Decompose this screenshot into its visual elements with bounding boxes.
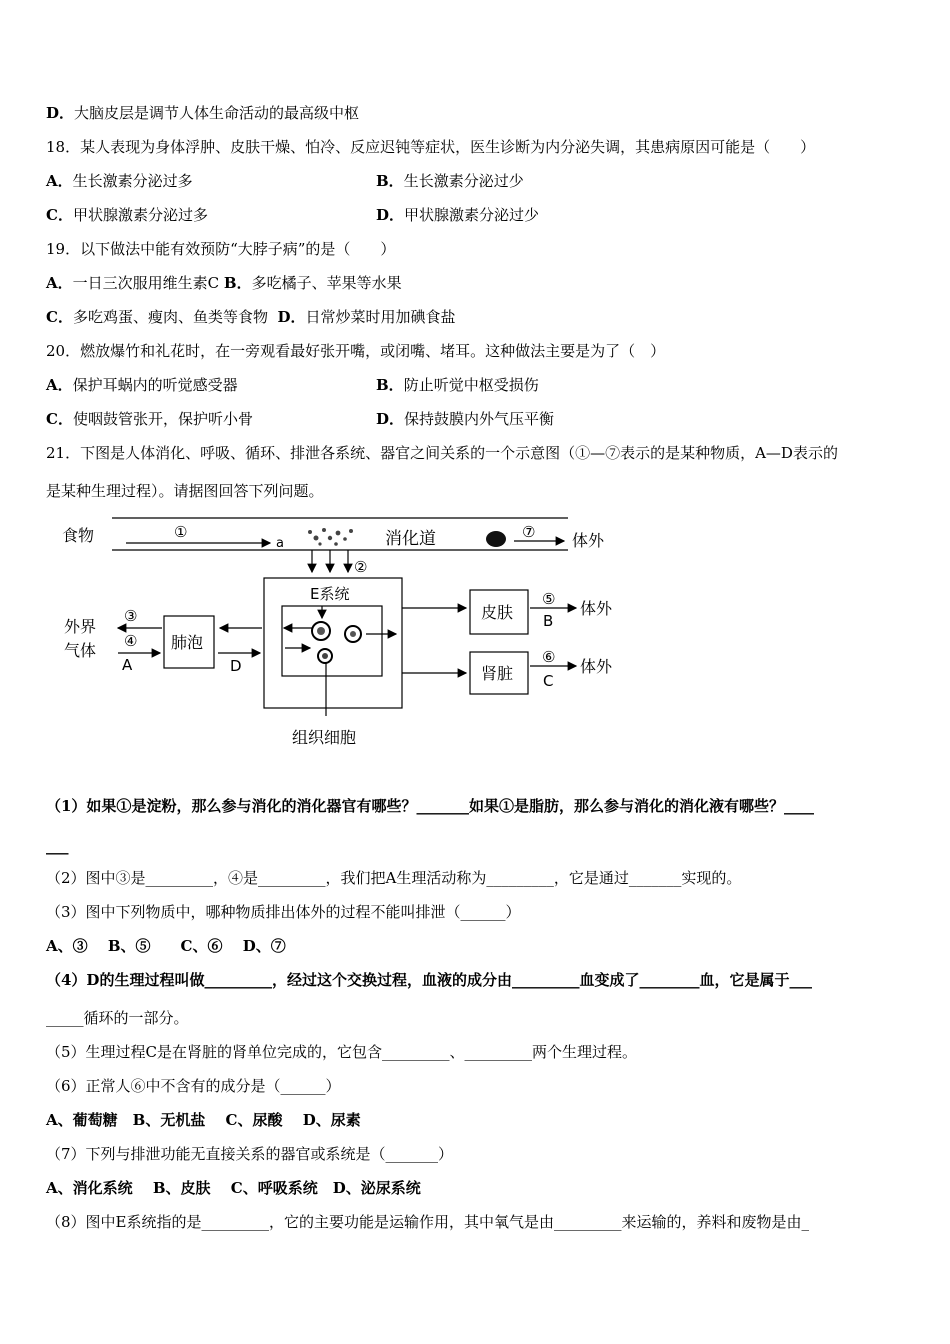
label-e-system: E系统 [310,585,350,603]
q20-option-b: B．防止听觉中枢受损伤 [376,376,539,394]
label-n3: ③ [124,607,138,625]
label-n5: ⑤ [542,590,556,608]
label-outside-2: 气体 [64,641,97,660]
question-19: 19．以下做法中能有效预防“大脖子病”的是（ ） [46,240,396,258]
sub-question-8: （8）图中E系统指的是_________，它的主要功能是运输作用，其中氧气是由_________来运输的，养料和废物是由_ [46,1213,809,1231]
label-out-tract: 体外 [572,531,605,550]
q19-options-cd: C．多吃鸡蛋、瘦肉、鱼类等食物 D．日常炒菜时用加碘食盐 [46,308,456,326]
label-B: B [543,612,554,630]
label-tract: 消化道 [385,529,436,549]
q19-options-ab: A．一日三次服用维生素C B．多吃橘子、苹果等水果 [46,274,402,292]
question-21-line-1: 21．下图是人体消化、呼吸、循环、排泄各系统、器官之间关系的一个示意图（①—⑦表示的是某种物质，A—D表示的 [46,444,838,462]
sub-question-4-line-1: （4）D的生理过程叫做_________，经过这个交换过程，血液的成分由_________血变成了________血，它是属于___ [46,971,812,989]
sub-question-7: （7）下列与排泄功能无直接关系的器官或系统是（_______） [46,1145,454,1163]
label-outside-1: 外界 [64,617,97,636]
q20-option-a: A．保护耳蜗内的听觉感受器 [46,376,238,394]
sub-question-1-line-1: （1）如果①是淀粉，那么参与消化的消化器官有哪些？_______如果①是脂肪，那么参与消化的消化液有哪些？____ [46,797,814,815]
q20-option-d: D．保持鼓膜内外气压平衡 [376,410,555,428]
sub-question-2: （2）图中③是_________，④是_________，我们把A生理活动称为_________，它是通过_______实现的。 [46,869,742,887]
sub-question-6: （6）正常人⑥中不含有的成分是（______） [46,1077,341,1095]
label-out-kidney: 体外 [580,657,613,676]
label-C: C [543,672,554,690]
label-n6: ⑥ [542,648,556,666]
label-n7: ⑦ [522,523,536,541]
label-tissue: 组织细胞 [292,728,357,747]
label-a-lower: a [276,536,284,551]
label-D: D [230,657,242,675]
body-systems-diagram [40,508,640,758]
label-food: 食物 [62,526,95,545]
question-21-line-2: 是某种生理过程）。请据图回答下列问题。 [46,482,324,500]
sub-question-6-options: A、葡萄糖 B、无机盐 C、尿酸 D、尿素 [46,1111,361,1129]
label-out-skin: 体外 [580,599,613,618]
sub-question-1-line-2: ___ [46,837,69,855]
label-skin: 皮肤 [481,603,514,622]
q17-option-d: D．大脑皮层是调节人体生命活动的最高级中枢 [46,104,360,122]
question-20: 20．燃放爆竹和礼花时，在一旁观看最好张开嘴，或闭嘴、堵耳。这种做法主要是为了（ ） [46,342,666,360]
label-n1: ① [174,523,188,541]
label-kidney: 肾脏 [481,664,514,683]
q18-option-c: C．甲状腺激素分泌过多 [46,206,208,224]
q18-option-b: B．生长激素分泌过少 [376,172,524,190]
label-n4: ④ [124,632,138,650]
q18-option-a: A．生长激素分泌过多 [46,172,193,190]
q18-option-d: D．甲状腺激素分泌过少 [376,206,540,224]
sub-question-4-line-2: _____循环的一部分。 [46,1009,189,1027]
sub-question-7-options: A、消化系统 B、皮肤 C、呼吸系统 D、泌尿系统 [46,1179,421,1197]
sub-question-5: （5）生理过程C是在肾脏的肾单位完成的，它包含_________、_________两个生理过程。 [46,1043,638,1061]
q20-option-c: C．使咽鼓管张开，保护听小骨 [46,410,253,428]
label-n2: ② [354,558,368,576]
label-alveoli: 肺泡 [171,633,204,652]
digested-particles [308,528,353,546]
label-A: A [122,656,133,674]
sub-question-3: （3）图中下列物质中，哪种物质排出体外的过程不能叫排泄（______） [46,903,521,921]
sub-question-3-options: A、③ B、⑤ C、⑥ D、⑦ [46,937,286,955]
blood-vessel-box [282,606,382,676]
feces-blob [486,531,506,547]
question-18: 18．某人表现为身体浮肿、皮肤干燥、怕冷、反应迟钝等症状，医生诊断为内分泌失调，其患病原因可能是（ ） [46,138,816,156]
